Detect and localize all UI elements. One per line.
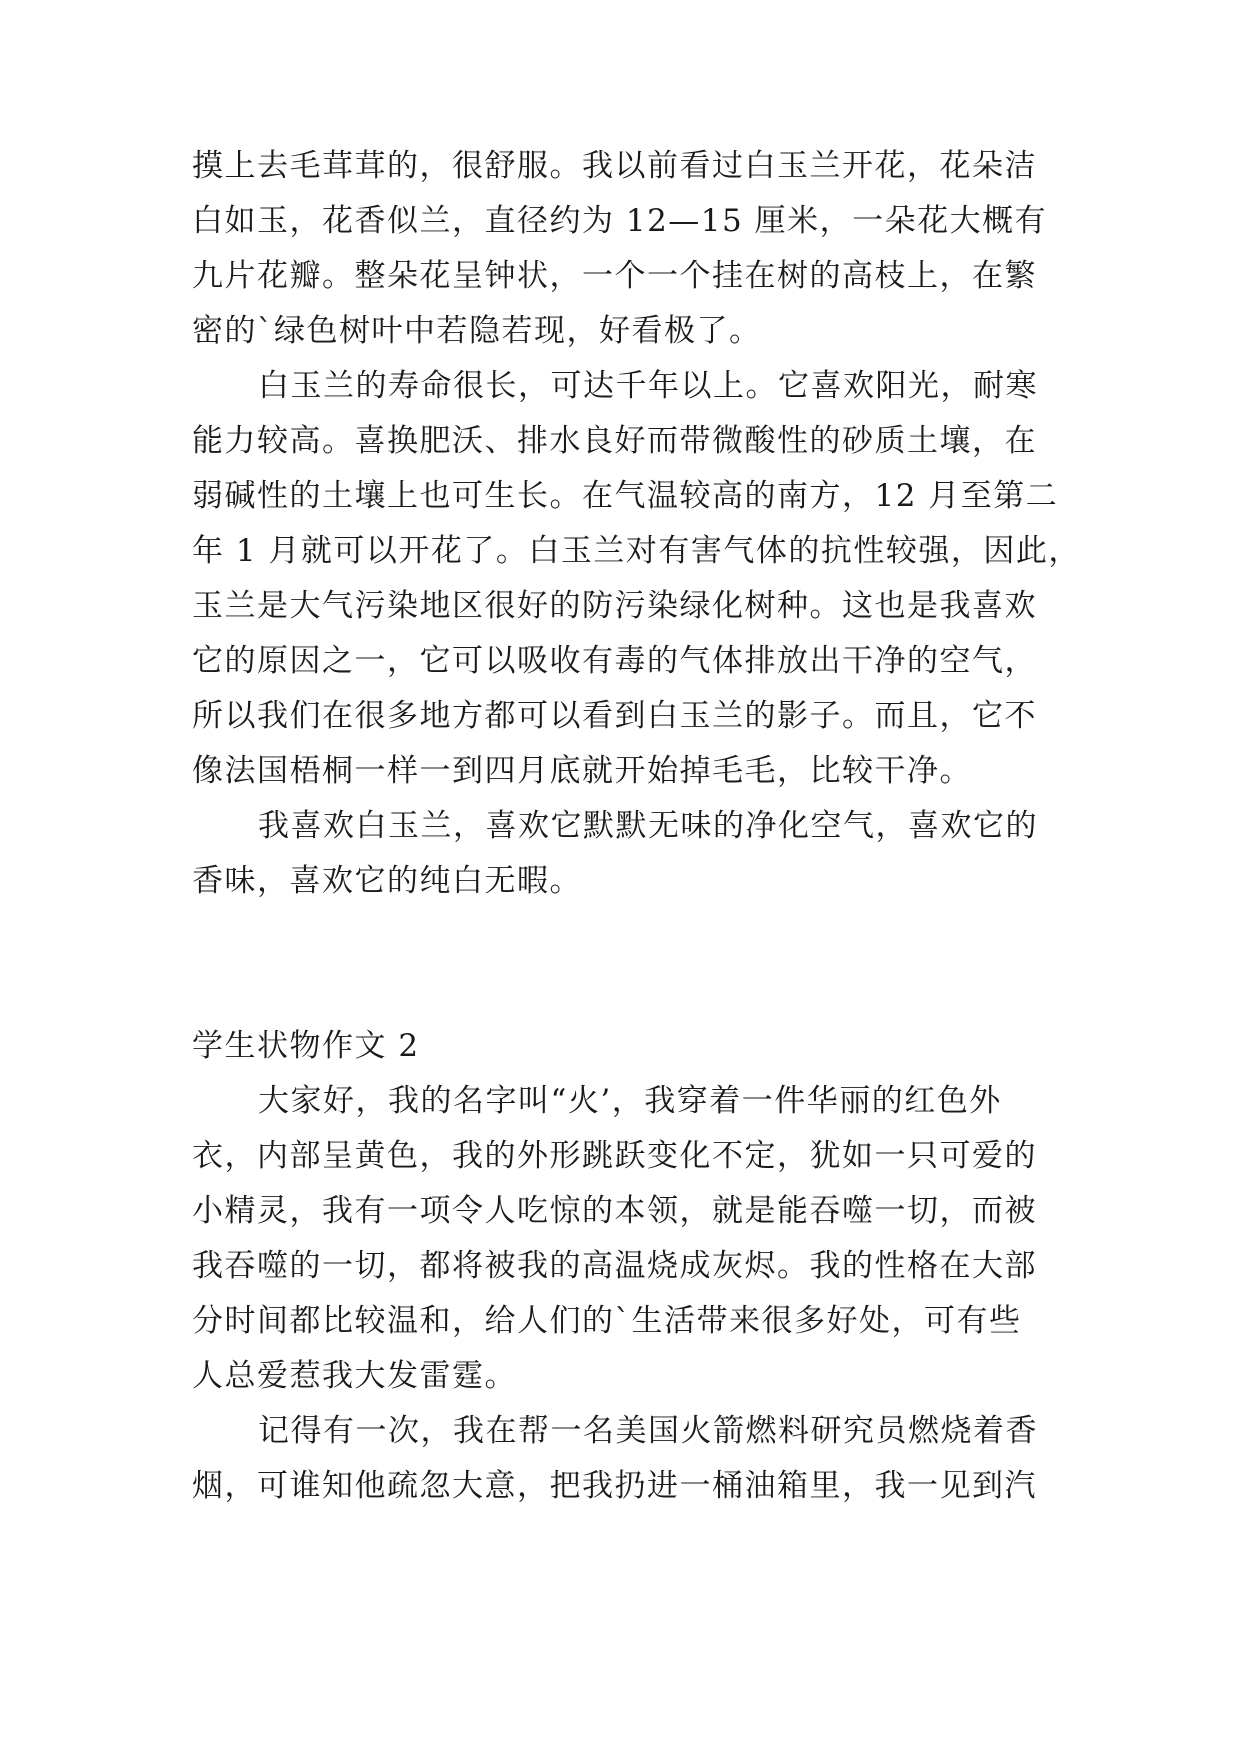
text-line: 九片花瓣。整朵花呈钟状，一个一个挂在树的高枝上，在繁 [192, 258, 1037, 294]
text-line: 年 1 月就可以开花了。白玉兰对有害气体的抗性较强，因此， [192, 533, 1081, 569]
text-line: 能力较高。喜换肥沃、排水良好而带微酸性的砂质土壤，在 [192, 423, 1037, 459]
section-heading: 学生状物作文 2 [192, 1028, 420, 1064]
text-line: 香味，喜欢它的纯白无暇。 [192, 863, 582, 899]
text-line: 白如玉，花香似兰，直径约为 12—15 厘米，一朵花大概有 [192, 203, 1048, 239]
text-line: 记得有一次，我在帮一名美国火箭燃料研究员燃烧着香 [258, 1413, 1038, 1449]
text-line: 烟，可谁知他疏忽大意，把我扔进一桶油箱里，我一见到汽 [192, 1468, 1037, 1504]
text-line: 玉兰是大气污染地区很好的防污染绿化树种。这也是我喜欢 [192, 588, 1037, 624]
text-line: 所以我们在很多地方都可以看到白玉兰的影子。而且，它不 [192, 698, 1037, 734]
text-line: 摸上去毛茸茸的，很舒服。我以前看过白玉兰开花，花朵洁 [192, 148, 1037, 184]
text-line: 我吞噬的一切，都将被我的高温烧成灰烬。我的性格在大部 [192, 1248, 1037, 1284]
text-line: 衣，内部呈黄色，我的外形跳跃变化不定，犹如一只可爱的 [192, 1138, 1037, 1174]
document-page [192, 0, 1081, 1754]
text-line: 我喜欢白玉兰，喜欢它默默无味的净化空气，喜欢它的 [258, 808, 1038, 844]
text-line: 大家好，我的名字叫“火’，我穿着一件华丽的红色外 [258, 1083, 1002, 1119]
text-line: 小精灵，我有一项令人吃惊的本领，就是能吞噬一切，而被 [192, 1193, 1037, 1229]
text-line: 它的原因之一，它可以吸收有毒的气体排放出干净的空气， [192, 643, 1037, 679]
text-line: 弱碱性的土壤上也可生长。在气温较高的南方，12 月至第二 [192, 478, 1059, 514]
text-line: 人总爱惹我大发雷霆。 [192, 1358, 517, 1394]
text-line: 像法国梧桐一样一到四月底就开始掉毛毛，比较干净。 [192, 753, 972, 789]
text-line: 白玉兰的寿命很长，可达千年以上。它喜欢阳光，耐寒 [258, 368, 1038, 404]
text-line: 密的`绿色树叶中若隐若现，好看极了。 [192, 313, 762, 349]
text-line: 分时间都比较温和，给人们的`生活带来很多好处，可有些 [192, 1303, 1022, 1339]
